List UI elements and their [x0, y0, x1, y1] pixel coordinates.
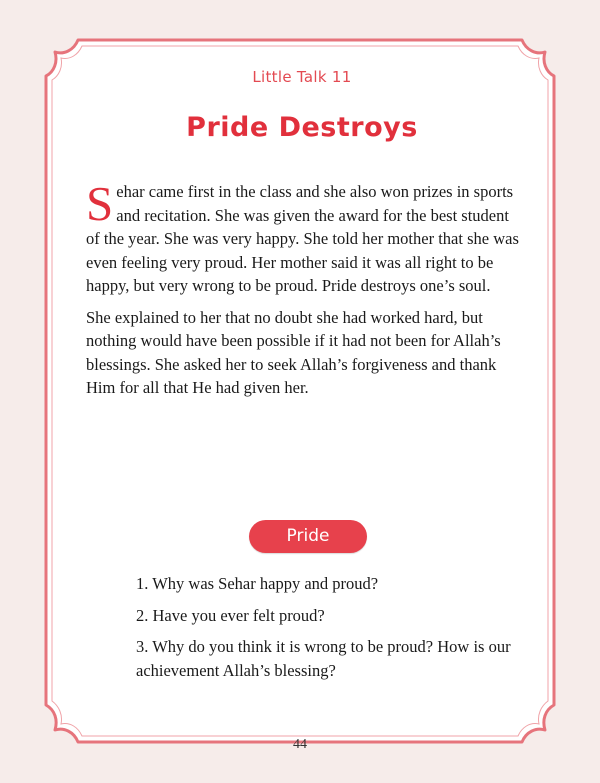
- question-item: 2. Have you ever felt proud?: [136, 605, 325, 625]
- story-text: [86, 176, 522, 408]
- topic-badge: Pride: [249, 520, 367, 553]
- drop-cap: S: [86, 176, 114, 231]
- story-paragraph-1-text: ehar came first in the class and she also won prizes in sports and recitation. She was given the award for the best student of the year. She was very happy. She told her mother that she was even feeling very proud. Her mother said it was all right to be happy, but very wrong to be proud. Pride destroys one’s soul.: [86, 182, 519, 295]
- lesson-label: Little Talk 11: [252, 68, 352, 86]
- page-number: 44: [293, 737, 307, 752]
- question-list: [136, 572, 536, 690]
- question-item: 3. Why do you think it is wrong to be proud? How is our achievement Allah’s blessing?: [136, 637, 511, 680]
- story-paragraph-1: [86, 176, 522, 298]
- question-item: 1. Why was Sehar happy and proud?: [136, 574, 379, 593]
- story-paragraph-2: She explained to her that no doubt she had worked hard, but nothing would have been possible if it had not been for Allah’s blessings. She asked her to seek Allah’s forgiveness and thank Him for all that He had given her.: [86, 307, 501, 397]
- page-content: [60, 40, 544, 710]
- page-title: Pride Destroys: [186, 112, 418, 143]
